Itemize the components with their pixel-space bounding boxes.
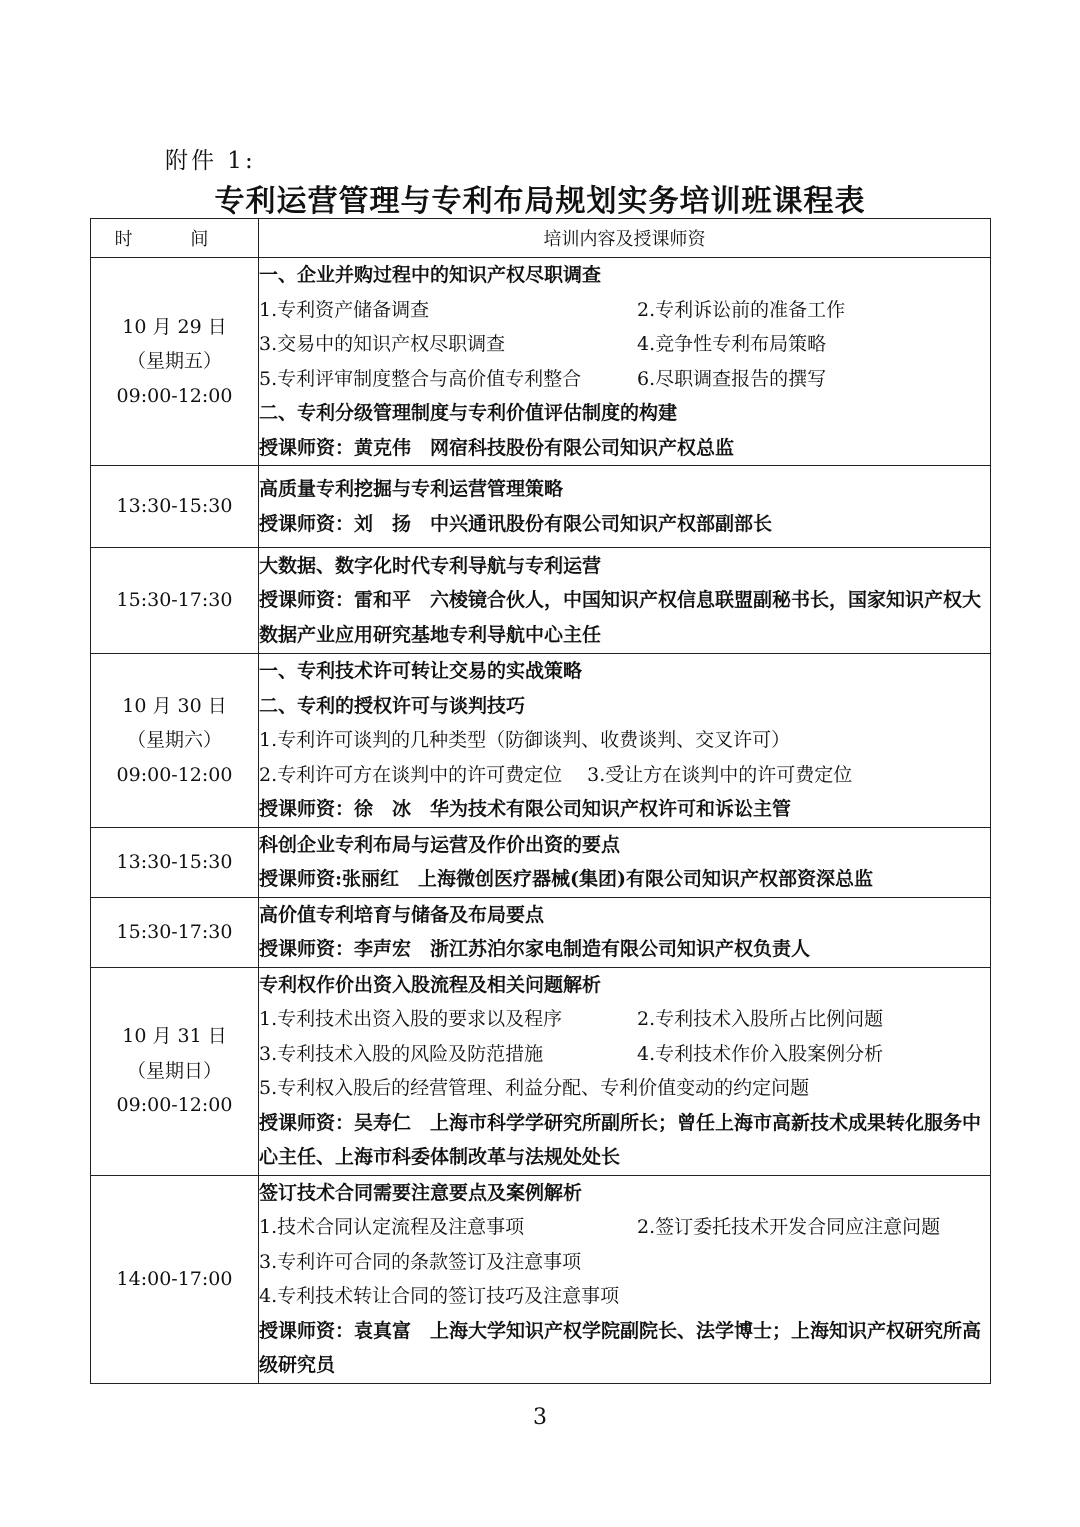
time-line: 10 月 31 日: [122, 1025, 227, 1048]
topic-item: 3.专利许可合同的条款签订及注意事项: [259, 1250, 582, 1273]
topic-pair: [259, 362, 990, 397]
time-line: 13:30-15:30: [116, 495, 233, 518]
time-line: 09:00-12:00: [116, 1094, 233, 1117]
time-line: 13:30-15:30: [116, 850, 233, 873]
section-heading: 授课师资：李声宏 浙江苏泊尔家电制造有限公司知识产权负责人: [259, 938, 811, 960]
session-content: [259, 654, 991, 828]
topic-item: 2.专利技术入股所占比例问题: [637, 1008, 884, 1030]
session-content: [259, 897, 991, 967]
topic-pair: [259, 1002, 990, 1037]
section-heading: 一、企业并购过程中的知识产权尽职调查: [259, 264, 602, 286]
session-time: [91, 654, 259, 828]
table-row: [91, 827, 991, 897]
time-line: 15:30-17:30: [116, 920, 233, 943]
time-line: 10 月 30 日: [122, 694, 227, 717]
section-heading: 签订技术合同需要注意要点及案例解析: [259, 1181, 583, 1204]
table-header-row: [91, 219, 991, 258]
section-heading: 二、专利的授权许可与谈判技巧: [259, 694, 526, 717]
section-heading: 授课师资：徐 冰 华为技术有限公司知识产权许可和诉讼主管: [259, 798, 792, 820]
section-heading: 高价值专利培育与储备及布局要点: [259, 903, 545, 926]
page-number: 3: [533, 1405, 547, 1430]
time-line: 15:30-17:30: [116, 589, 233, 612]
session-content: [259, 258, 991, 466]
topic-item: 4.专利技术转让合同的签订技巧及注意事项: [259, 1285, 620, 1307]
session-content: [259, 827, 991, 897]
time-line: （星期六）: [126, 729, 222, 751]
section-heading: 一、专利技术许可转让交易的实战策略: [259, 660, 583, 682]
topic-item: 3.专利技术入股的风险及防范措施: [259, 1042, 544, 1065]
table-row: [91, 466, 991, 548]
header-time: 时 间: [91, 219, 259, 258]
topic-item: 4.专利技术作价入股案例分析: [637, 1042, 884, 1065]
topic-pair: [259, 1037, 990, 1072]
topic-item: 4.竞争性专利布局策略: [637, 333, 827, 355]
header-content: 培训内容及授课师资: [259, 219, 991, 258]
section-heading: 授课师资：刘 扬 中兴通讯股份有限公司知识产权部副部长: [259, 512, 773, 535]
section-heading: 高质量专利挖掘与专利运营管理策略: [259, 478, 564, 500]
section-heading: 专利权作价出资入股流程及相关问题解析: [259, 973, 602, 996]
section-heading: 科创企业专利布局与运营及作价出资的要点: [259, 833, 621, 856]
topic-item: 1.技术合同认定流程及注意事项: [259, 1216, 525, 1238]
section-heading: 二、专利分级管理制度与专利价值评估制度的构建: [259, 402, 678, 424]
table-row: [91, 967, 991, 1175]
topic-item: 5.专利权入股后的经营管理、利益分配、专利价值变动的约定问题: [259, 1077, 810, 1099]
session-time: [91, 827, 259, 897]
topic-item: 3.交易中的知识产权尽职调查: [259, 333, 506, 355]
section-heading: 授课师资：袁真富 上海大学知识产权学院副院长、法学博士；上海知识产权研究所高级研究员: [259, 1319, 982, 1376]
attachment-label: 附件 1:: [165, 148, 256, 174]
topic-item: 2.专利许可方在谈判中的许可费定位 3.受让方在谈判中的许可费定位: [259, 763, 853, 786]
topic-pair: [259, 327, 990, 362]
session-time: [91, 897, 259, 967]
session-time: [91, 258, 259, 466]
session-content: [259, 548, 991, 654]
topic-pair: [259, 1210, 990, 1245]
section-heading: 授课师资：吴寿仁 上海市科学学研究所副所长；曾任上海市高新技术成果转化服务中心主任、上海市科委体制改革与法规处处长: [259, 1111, 982, 1168]
session-time: [91, 1175, 259, 1383]
topic-item: 6.尽职调查报告的撰写: [637, 367, 827, 390]
topic-item: 2.签订委托技术开发合同应注意问题: [637, 1216, 941, 1238]
time-line: 14:00-17:00: [116, 1267, 233, 1290]
session-content: [259, 466, 991, 548]
time-line: （星期日）: [126, 1059, 222, 1082]
section-heading: 大数据、数字化时代专利导航与专利运营: [259, 554, 602, 577]
topic-item: 1.专利许可谈判的几种类型（防御谈判、收费谈判、交叉许可）: [259, 729, 791, 751]
topic-item: 1.专利技术出资入股的要求以及程序: [259, 1008, 563, 1030]
session-time: [91, 466, 259, 548]
topic-item: 1.专利资产储备调查: [259, 298, 430, 321]
session-content: [259, 967, 991, 1175]
table-row: [91, 1175, 991, 1383]
topic-item: 5.专利评审制度整合与高价值专利整合: [259, 367, 582, 390]
time-line: 10 月 29 日: [122, 315, 227, 338]
table-row: [91, 548, 991, 654]
table-row: [91, 654, 991, 828]
topic-pair: [259, 293, 990, 328]
time-line: 09:00-12:00: [116, 763, 233, 786]
table-row: [91, 897, 991, 967]
session-time: [91, 548, 259, 654]
section-heading: 授课师资：黄克伟 网宿科技股份有限公司知识产权总监: [259, 436, 735, 459]
time-line: （星期五）: [126, 350, 222, 373]
topic-item: 2.专利诉讼前的准备工作: [637, 298, 846, 321]
time-line: 09:00-12:00: [116, 384, 233, 407]
session-time: [91, 967, 259, 1175]
section-heading: 授课师资：雷和平 六棱镜合伙人，中国知识产权信息联盟副秘书长，国家知识产权大数据产业应用研究基地专利导航中心主任: [259, 589, 982, 646]
session-content: [259, 1175, 991, 1383]
schedule-table: [90, 218, 991, 1384]
section-heading: 授课师资:张丽红 上海微创医疗器械(集团)有限公司知识产权部资深总监: [259, 868, 873, 890]
table-row: [91, 258, 991, 466]
page-title: 专利运营管理与专利布局规划实务培训班课程表: [214, 184, 866, 219]
